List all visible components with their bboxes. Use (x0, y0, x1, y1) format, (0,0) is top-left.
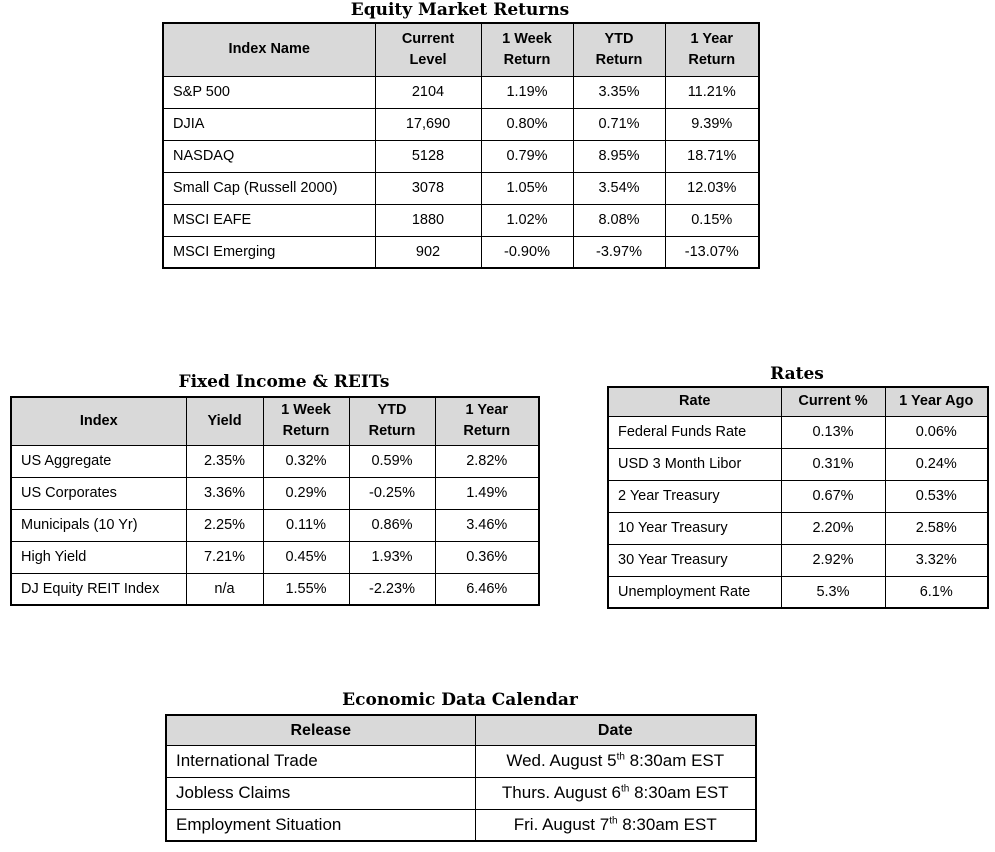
value-cell: 6.1% (885, 576, 988, 608)
index-name-cell: MSCI EAFE (163, 204, 375, 236)
date-text: Fri. August 7 (513, 814, 610, 834)
value-cell: 1.05% (481, 172, 573, 204)
column-header (885, 387, 988, 416)
index-name-cell: High Yield (11, 541, 186, 573)
value-cell: -2.23% (349, 573, 435, 605)
release-cell: Employment Situation (166, 809, 475, 841)
table-row (608, 448, 988, 480)
value-cell: 0.32% (263, 445, 349, 477)
column-header-line: 1 Week (502, 30, 552, 47)
value-cell: 6.46% (435, 573, 539, 605)
column-header-line: 1 Year Ago (899, 393, 974, 410)
column-header (263, 397, 349, 445)
value-cell: 18.71% (665, 140, 759, 172)
value-cell: 2104 (375, 76, 481, 108)
table-row (608, 544, 988, 576)
value-cell: 0.59% (349, 445, 435, 477)
fixed-income-title: Fixed Income & REITs (178, 372, 390, 392)
table-row (11, 445, 539, 477)
value-cell: 3.32% (885, 544, 988, 576)
column-header: Release (166, 715, 475, 745)
equity-block (162, 0, 758, 269)
rates-block (607, 364, 987, 609)
value-cell: 0.67% (781, 480, 885, 512)
value-cell: 3.35% (573, 76, 665, 108)
value-cell: 0.53% (885, 480, 988, 512)
column-header (608, 387, 781, 416)
date-text: Thurs. August 6 (501, 783, 621, 802)
column-header (186, 397, 263, 445)
date-text: Wed. August 5 (506, 751, 617, 770)
equity-title: Equity Market Returns (350, 0, 570, 20)
column-header (781, 387, 885, 416)
value-cell: 9.39% (665, 108, 759, 140)
column-header-line: Current % (798, 393, 868, 410)
value-cell: 11.21% (665, 76, 759, 108)
column-header-line: Index (79, 412, 118, 429)
table-row (166, 777, 756, 809)
value-cell: 0.29% (263, 477, 349, 509)
column-header (435, 397, 539, 445)
value-cell: 2.58% (885, 512, 988, 544)
date-ordinal: th (609, 815, 618, 827)
column-header (573, 23, 665, 76)
rate-name-cell: USD 3 Month Libor (608, 448, 781, 480)
table-row (163, 76, 759, 108)
date-time: 8:30am EST (617, 814, 717, 834)
value-cell: 3.46% (435, 509, 539, 541)
index-name-cell: US Aggregate (11, 445, 186, 477)
rate-name-cell: 30 Year Treasury (608, 544, 781, 576)
table-row (608, 576, 988, 608)
value-cell: 0.36% (435, 541, 539, 573)
value-cell: 2.20% (781, 512, 885, 544)
table-row (166, 745, 756, 777)
date-ordinal: th (616, 751, 625, 763)
value-cell: 3078 (375, 172, 481, 204)
column-header-line: Level (409, 51, 447, 68)
column-header (375, 23, 481, 76)
date-cell (475, 809, 756, 841)
value-cell: -13.07% (665, 236, 759, 268)
column-header (11, 397, 186, 445)
index-name-cell: DJ Equity REIT Index (11, 573, 186, 605)
value-cell: 1.19% (481, 76, 573, 108)
value-cell: 8.08% (573, 204, 665, 236)
rate-name-cell: Unemployment Rate (608, 576, 781, 608)
rate-name-cell: Federal Funds Rate (608, 416, 781, 448)
value-cell: 5128 (375, 140, 481, 172)
column-header (481, 23, 573, 76)
column-header-line: YTD (604, 30, 634, 47)
rate-name-cell: 2 Year Treasury (608, 480, 781, 512)
column-header-line: Current (401, 30, 455, 47)
table-row (608, 512, 988, 544)
value-cell: 1.49% (435, 477, 539, 509)
column-header-line: Return (595, 51, 643, 68)
column-header-line: Return (688, 51, 736, 68)
index-name-cell: S&P 500 (163, 76, 375, 108)
column-header-line: YTD (377, 402, 407, 419)
column-header-line: 1 Year (465, 402, 508, 419)
date-cell (475, 745, 756, 777)
table-row (163, 108, 759, 140)
index-name-cell: Municipals (10 Yr) (11, 509, 186, 541)
fixed-income-block (10, 372, 538, 606)
date-time: 8:30am EST (624, 751, 725, 770)
econ-block (165, 690, 755, 842)
table-row (163, 204, 759, 236)
table-row (163, 172, 759, 204)
column-header (349, 397, 435, 445)
release-cell: International Trade (166, 745, 475, 777)
column-header-line: Return (503, 51, 551, 68)
value-cell: 3.36% (186, 477, 263, 509)
column-header (163, 23, 375, 76)
value-cell: 0.80% (481, 108, 573, 140)
value-cell: 0.13% (781, 416, 885, 448)
value-cell: 1880 (375, 204, 481, 236)
value-cell: 5.3% (781, 576, 885, 608)
table-row (166, 809, 756, 841)
econ-table (165, 714, 757, 842)
column-header-line: Yield (207, 412, 242, 429)
value-cell: 0.86% (349, 509, 435, 541)
column-header-line: Return (368, 423, 416, 440)
index-name-cell: US Corporates (11, 477, 186, 509)
index-name-cell: Small Cap (Russell 2000) (163, 172, 375, 204)
fixed-income-table (10, 396, 540, 606)
value-cell: -0.90% (481, 236, 573, 268)
value-cell: 0.06% (885, 416, 988, 448)
value-cell: 2.92% (781, 544, 885, 576)
value-cell: 2.82% (435, 445, 539, 477)
value-cell: 0.31% (781, 448, 885, 480)
value-cell: n/a (186, 573, 263, 605)
value-cell: 902 (375, 236, 481, 268)
column-header: Date (475, 715, 756, 745)
table-row (11, 541, 539, 573)
table-row (163, 140, 759, 172)
index-name-cell: NASDAQ (163, 140, 375, 172)
value-cell: 0.11% (263, 509, 349, 541)
value-cell: 0.45% (263, 541, 349, 573)
value-cell: 17,690 (375, 108, 481, 140)
table-row (163, 236, 759, 268)
index-name-cell: MSCI Emerging (163, 236, 375, 268)
value-cell: 0.24% (885, 448, 988, 480)
value-cell: 2.25% (186, 509, 263, 541)
column-header-line: 1 Year (690, 30, 733, 47)
table-row (608, 480, 988, 512)
value-cell: 0.79% (481, 140, 573, 172)
column-header-line: Return (463, 423, 511, 440)
release-cell: Jobless Claims (166, 777, 475, 809)
column-header-line: Return (282, 423, 330, 440)
value-cell: 1.55% (263, 573, 349, 605)
value-cell: 1.02% (481, 204, 573, 236)
date-cell (475, 777, 756, 809)
rates-title: Rates (770, 364, 824, 384)
table-row (11, 509, 539, 541)
rate-name-cell: 10 Year Treasury (608, 512, 781, 544)
date-ordinal: th (621, 783, 630, 795)
value-cell: 2.35% (186, 445, 263, 477)
value-cell: 0.71% (573, 108, 665, 140)
value-cell: 7.21% (186, 541, 263, 573)
value-cell: -3.97% (573, 236, 665, 268)
column-header-line: 1 Week (281, 402, 331, 419)
econ-title: Economic Data Calendar (342, 690, 578, 710)
value-cell: 12.03% (665, 172, 759, 204)
column-header-line: Index Name (228, 41, 310, 58)
equity-table (162, 22, 760, 269)
table-row (11, 573, 539, 605)
column-header (665, 23, 759, 76)
date-time: 8:30am EST (629, 783, 729, 802)
rates-table (607, 386, 989, 609)
value-cell: 0.15% (665, 204, 759, 236)
value-cell: 1.93% (349, 541, 435, 573)
column-header-line: Rate (679, 393, 711, 410)
table-row (608, 416, 988, 448)
index-name-cell: DJIA (163, 108, 375, 140)
value-cell: -0.25% (349, 477, 435, 509)
value-cell: 3.54% (573, 172, 665, 204)
table-row (11, 477, 539, 509)
value-cell: 8.95% (573, 140, 665, 172)
